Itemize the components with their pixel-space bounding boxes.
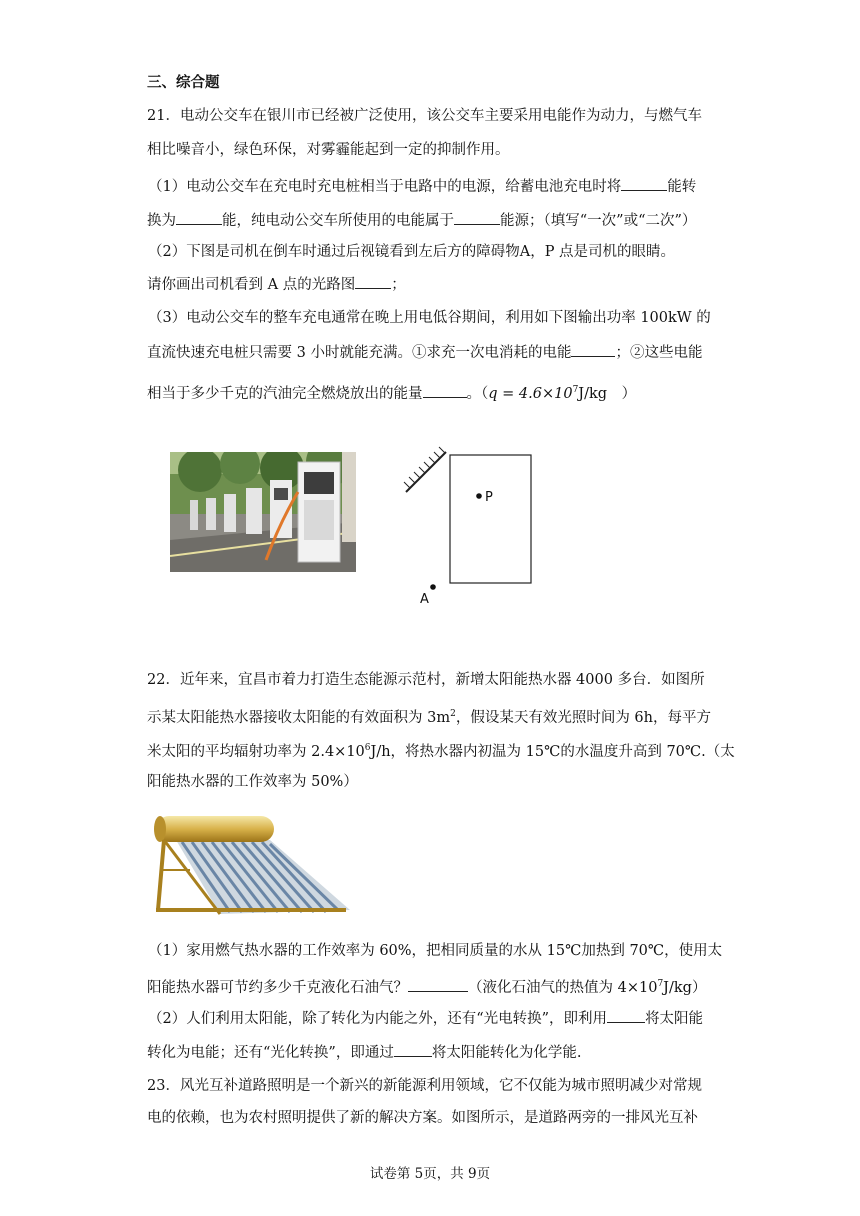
answer-blank[interactable] bbox=[571, 342, 615, 357]
q22-line-3: 米太阳的平均辐射功率为 $2.4\times 10^6J/h$，将热水器内初温为 15℃的水温度升高到 70℃.（太 bbox=[147, 743, 735, 760]
mirror-diagram bbox=[400, 440, 540, 612]
q22-part2-line2: 转化为电能；还有“光化转换”，即通过 将太阳能转化为化学能. bbox=[147, 1042, 581, 1063]
q21-part1-line2: 换为 能，纯电动公交车所使用的电能属于 能源；（填写“一次”或“二次”） bbox=[147, 210, 696, 231]
answer-blank[interactable] bbox=[454, 210, 500, 225]
answer-blank[interactable] bbox=[621, 176, 667, 191]
q21-line-1: 21．电动公交车在银川市已经被广泛使用，该公交车主要采用电能作为动力，与燃气车 bbox=[147, 108, 702, 124]
charging-station-photo bbox=[170, 452, 356, 572]
q22-part1-line2: 阳能热水器可节约多少千克液化石油气？ （液化石油气的热值为 $4\times 10^7J/kg$） bbox=[147, 974, 706, 998]
q22-part2-line1: （2）人们利用太阳能，除了转化为内能之外，还有“光电转换”，即利用 将太阳能 bbox=[148, 1008, 703, 1029]
q22-part1-line1: （1）家用燃气热水器的工作效率为 60%，把相同质量的水从 15℃加热到 70℃，使用太 bbox=[148, 943, 723, 959]
q22-line-2: 示某太阳能热水器接收太阳能的有效面积为 $3m^2$，假设某天有效光照时间为 6h，每平方 bbox=[147, 709, 711, 726]
point-a-label: A bbox=[420, 592, 429, 607]
q21-part3-line2: 直流快速充电桩只需要 3 小时就能充满。①求充一次电消耗的电能 ；②这些电能 bbox=[147, 342, 702, 363]
page-footer: 试卷第 5页，共 9页 bbox=[369, 1166, 491, 1182]
q21-line-2: 相比噪音小，绿色环保，对雾霾能起到一定的抑制作用。 bbox=[147, 142, 510, 158]
answer-blank[interactable] bbox=[355, 274, 391, 289]
answer-blank[interactable] bbox=[394, 1042, 432, 1057]
q21-part3-line1: （3）电动公交车的整车充电通常在晚上用电低谷期间，利用如下图输出功率 100kW 的 bbox=[148, 310, 711, 326]
answer-blank[interactable] bbox=[176, 210, 222, 225]
q21-part2-line1: （2）下图是司机在倒车时通过后视镜看到左后方的障碍物A，P 点是司机的眼睛。 bbox=[148, 244, 676, 260]
q22-line-4: 阳能热水器的工作效率为 50%） bbox=[147, 774, 358, 790]
point-p-label: P bbox=[485, 490, 493, 505]
answer-blank[interactable] bbox=[607, 1008, 645, 1023]
answer-blank[interactable] bbox=[423, 383, 467, 398]
section-heading: 三、综合题 bbox=[147, 74, 220, 91]
q22-line-1: 22．近年来，宜昌市着力打造生态能源示范村，新增太阳能热水器 4000 多台．如图所 bbox=[147, 672, 705, 688]
q21-part2-line2: 请你画出司机看到 A 点的光路图 ； bbox=[147, 274, 406, 295]
q21-part1-line1: （1）电动公交车在充电时充电桩相当于电路中的电源，给蓄电池充电时将 能转 bbox=[148, 176, 696, 197]
q23-line-1: 23．风光互补道路照明是一个新兴的新能源利用领域，它不仅能为城市照明减少对常规 bbox=[147, 1078, 702, 1094]
q23-line-2: 电的依赖，也为农村照明提供了新的解决方案。如图所示，是道路两旁的一排风光互补 bbox=[147, 1110, 698, 1126]
solar-water-heater-image bbox=[150, 810, 352, 922]
answer-blank[interactable] bbox=[408, 977, 468, 992]
q21-part3-line3: 相当于多少千克的汽油完全燃烧放出的能量 。（$q = 4.6\times 10^7J/kg$ ） bbox=[147, 380, 636, 404]
